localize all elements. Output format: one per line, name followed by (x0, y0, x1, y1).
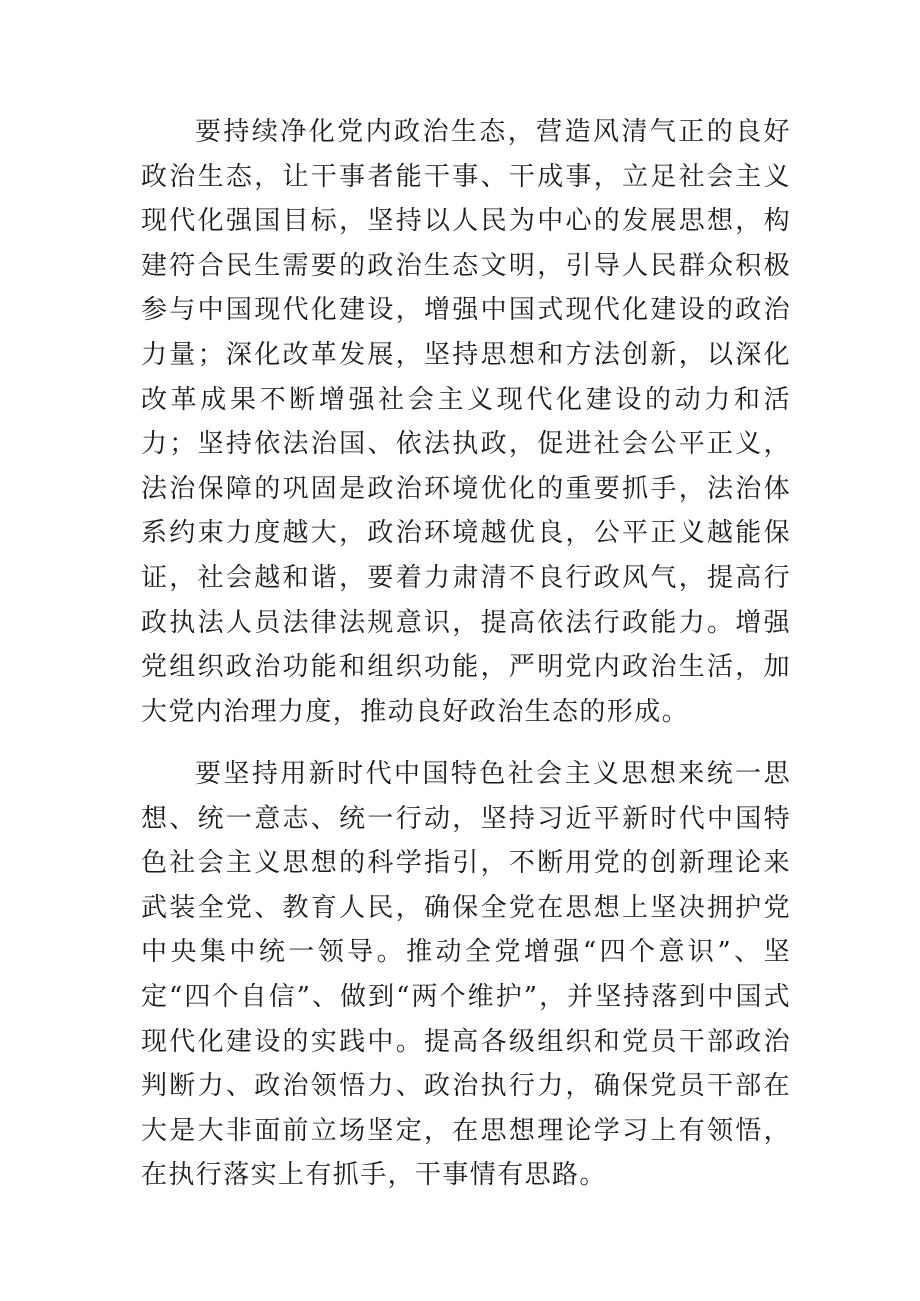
paragraph-unify-thought: 要坚持用新时代中国特色社会主义思想来统一思想、统一意志、统一行动，坚持习近平新时代中国特色社会主义思想的科学指引，不断用党的创新理论来武装全党、教育人民，确保全党在思想上坚决拥护党中央集中统一领导。推动全党增强“四个意识”、坚定“四个自信”、做到“两个维护”，并坚持落到中国式现代化建设的实践中。提高各级组织和党员干部政治判断力、政治领悟力、政治执行力，确保党员干部在大是大非面前立场坚定，在思想理论学习上有领悟，在执行落实上有抓手，干事情有思路。 (141, 759, 791, 1191)
paragraph-political-ecology: 要持续净化党内政治生态，营造风清气正的良好政治生态，让干事者能干事、干成事，立足社会主义现代化强国目标，坚持以人民为中心的发展思想，构建符合民生需要的政治生态文明，引导人民群众积极参与中国现代化建设，增强中国式现代化建设的政治力量；深化改革发展，坚持思想和方法创新，以深化改革成果不断增强社会主义现代化建设的动力和活力；坚持依法治国、依法执政，促进社会公平正义，法治保障的巩固是政治环境优化的重要抓手，法治体系约束力度越大，政治环境越优良，公平正义越能保证，社会越和谐，要着力肃清不良行政风气，提高行政执法人员法律法规意识，提高依法行政能力。增强党组织政治功能和组织功能，严明党内政治生活，加大党内治理力度，推动良好政治生态的形成。 (141, 117, 791, 727)
